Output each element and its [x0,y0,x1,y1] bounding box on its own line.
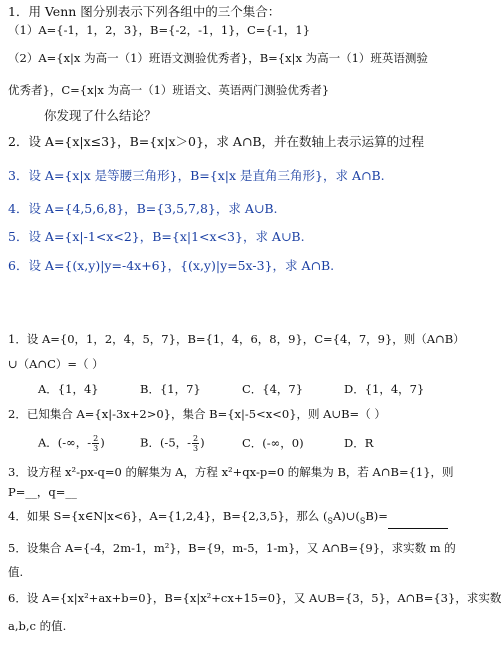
closing-paren: ) [200,435,205,450]
s2-q1-option-a: A．{1，4} [38,382,99,396]
s2-q1-a: 1．设 A={0，1，2，4，5，7}，B={1，4，6，8，9}，C={4，7，9}，则（A∩B） [8,332,465,346]
s2-q6-a: 6．设 A={x|x²+ax+b=0}，B={x|x²+cx+15=0}，又 A∪B={3，5}，A∩B={3}，求实数 [8,591,502,605]
s2-q6-b: a,b,c 的值. [8,619,67,633]
s2-q2-option-a [38,434,140,453]
s2-q2: 2．已知集合 A={x|-3x+2>0}，集合 B={x|-5<x<0}，则 A∪B=（ ） [8,407,386,421]
s2-q3-b: P=__，q=__ [8,485,77,499]
fraction-denominator: 3 [93,444,99,453]
s2-q2-option-b [140,434,242,453]
s1-q3: 3．设 A={x|x 是等腰三角形}，B={x|x 是直角三角形}，求 A∩B. [8,168,385,183]
answer-blank [388,516,448,529]
s1-q5: 5．设 A={x|-1<x<2}，B={x|1<x<3}，求 A∪B. [8,229,305,244]
s2-q5-b: 值. [8,565,24,579]
s2-q2-option-a-text: A．(-∞，- [38,435,92,450]
s1-q1-title: 1．用 Venn 图分别表示下列各组中的三个集合： [8,4,281,19]
complement-subscript-2: S [359,516,366,526]
closing-paren: ) [100,435,105,450]
fraction-numerator: 2 [193,434,199,443]
s1-q1-part1: （1）A={-1，1，2，3}，B={-2，-1，1}，C={-1，1} [8,23,311,37]
s2-q1-option-b: B．{1，7} [140,382,201,396]
s2-q4 [8,508,448,529]
s2-q4-text-a: 4．如果 S={x∈N|x<6}，A={1,2,4}，B={2,3,5}，那么 ( [8,509,328,523]
s1-q4: 4．设 A={4,5,6,8}，B={3,5,7,8}，求 A∪B. [8,201,278,216]
s1-q1-part2-b: 优秀者}，C={x|x 为高一（1）班语文、英语两门测验优秀者} [8,83,330,97]
fraction-denominator: 3 [193,444,199,453]
s1-q2: 2．设 A={x|x≤3}，B={x|x＞0}，求 A∩B，并在数轴上表示运算的过程 [8,134,425,149]
s2-q4-text-c: B)= [365,509,388,523]
s1-q1-part2-c: 你发现了什么结论？ [44,108,157,123]
s2-q5-a: 5．设集合 A={-4，2m-1，m²}，B={9，m-5，1-m}，又 A∩B={9}，求实数 m 的 [8,541,456,555]
s2-q1-option-c: C．{4，7} [242,382,304,396]
s2-q1-option-d: D．{1，4，7} [344,382,425,396]
s2-q1-options [38,381,446,397]
complement-subscript-1: S [327,516,333,526]
s1-q1-part2-a: （2）A={x|x 为高一（1）班语文测验优秀者}，B={x|x 为高一（1）班英语测验 [8,51,428,65]
s2-q2-option-b-text: B．(-5，- [140,435,192,450]
s2-q2-option-b-fraction [192,434,199,453]
s2-q2-option-d: D．R [344,435,374,450]
s2-q4-text-b: A)∪( [332,509,360,523]
s2-q2-option-c: C．(-∞，0) [242,435,304,450]
s1-q6: 6．设 A={(x,y)|y=-4x+6}，{(x,y)|y=5x-3}，求 A∩B. [8,258,335,273]
fraction-numerator: 2 [93,434,99,443]
s2-q1-b: ∪（A∩C）=（ ） [8,357,104,371]
s2-q3-a: 3．设方程 x²-px-q=0 的解集为 A，方程 x²+qx-p=0 的解集为 B，若 A∩B={1}，则 [8,465,454,479]
s2-q2-option-a-fraction [92,434,99,453]
s2-q2-options [38,434,446,453]
